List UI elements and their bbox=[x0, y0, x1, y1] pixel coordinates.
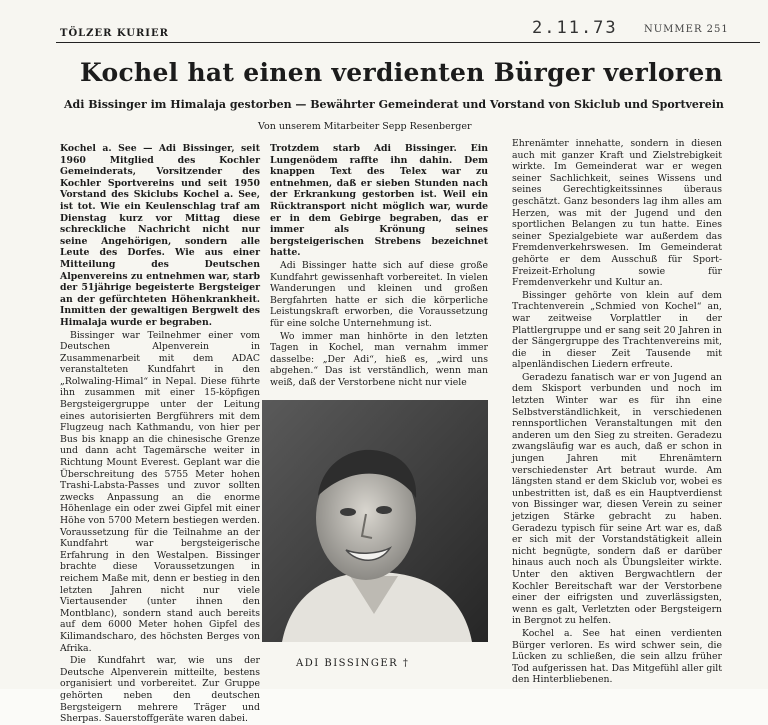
article-column-3 bbox=[512, 138, 722, 686]
article-paragraph: Bissinger war Teilnehmer einer vom Deutschen Alpenverein in Zusammenarbeit mit dem ADAC veranstalteten Kundfahrt in den „Rolwaling-Himal“ in Nepal. Diese führte ihn zusammen mit einer 15-köpfigen Bergsteigergruppe unter der Leitung eines autorisierten Bergführers mit dem Flugzeug nach Kathmandu, von hier per Bus bis knapp an die chinesische Grenze und dann acht Tagemärsche weiter in Richtung Mount Everest. Geplant war die Überschreitung des 5755 Meter hohen Trashi-Labsta-Passes und zuvor sollten zwecks Anpassung an die enorme Höhenlage ein oder zwei Gipfel mit einer Höhe von 5700 Metern bestiegen werden. Voraussetzung für die Teilnahme an der Kundfahrt war bergsteigerische Erfahrung in den Westalpen. Bissinger brachte diese Voraussetzungen in reichem Maße mit, denn er bestieg in den letzten Jahren nicht nur viele Viertausender (unter ihnen den Montblanc), sondern stand auch bereits auf dem 6000 Meter hohen Gipfel des Kilimandscharo, des höchsten Berges von Afrika. bbox=[60, 329, 260, 654]
handwritten-date: 2.11.73 bbox=[532, 18, 618, 38]
article-paragraph: Wo immer man hinhörte in den letzten Tagen in Kochel, man vernahm immer dasselbe: „Der Adi“, hieß es, „wird uns abgehen.“ Das ist verständlich, wenn man weiß, daß der Verstorbene nicht nur viele bbox=[270, 330, 488, 388]
article-paragraph: Bissinger gehörte von klein auf dem Trachtenverein „Schmied von Kochel“ an, war zeitweise Vorplattler in der Plattlergruppe und er sang seit 20 Jahren in der Sängergruppe des Trachtenvereins mit, die in dieser Zeit Tausende mit alpenländischen Liedern erfreute. bbox=[512, 289, 722, 371]
article-column-1 bbox=[60, 143, 260, 725]
header-rule bbox=[56, 42, 760, 43]
subheadline: Adi Bissinger im Himalaja gestorben — Bewährter Gemeinderat und Vorstand von Skiclub und Sportverein bbox=[64, 98, 724, 111]
lead-paragraph: Kochel a. See — Adi Bissinger, seit 1960 Mitglied des Kochler Gemeinderats, Vorsitzender des Kochler Sportvereins und seit 1950 Vorstand des Skiclubs Kochel a. See, ist tot. Wie ein Keulenschlag traf am Dienstag kurz vor Mittag diese schreckliche Nachricht nicht nur seine Angehörigen, sondern alle Leute des Dorfes. Wie aus einer Mitteilung des Deutschen Alpenvereins zu entnehmen war, starb der 51jährige begeisterte Bergsteiger an der gefürchteten Höhenkrankheit. Inmitten der gewaltigen Bergwelt des Himalaja wurde er begraben. bbox=[60, 143, 260, 328]
article-paragraph: Adi Bissinger hatte sich auf diese große Kundfahrt gewissenhaft vorbereitet. In vielen Wanderungen und kleinen und großen Bergfahrten hatte er sich die körperliche Leistungskraft erworben, die Voraussetzung für eine solche Unternehmung ist. bbox=[270, 259, 488, 329]
portrait-illustration bbox=[262, 400, 488, 642]
headline: Kochel hat einen verdienten Bürger verloren bbox=[80, 58, 724, 87]
portrait-photo bbox=[262, 400, 488, 642]
article-paragraph: Ehrenämter innehatte, sondern in diesen auch mit ganzer Kraft und Zielstrebigkeit wirkte. Im Gemeinderat war er wegen seiner Sachlichkeit, seines Wissens und seines Gerechtigkeitssinnes überaus geschätzt. Ganz besonders lag ihm alles am Herzen, was mit der Jugend und den sportlichen Belangen zu tun hatte. Eines seiner Spezialgebiete war außerdem das Fremdenverkehrswesen. Im Gemeinderat gehörte er dem Ausschuß für Sport-Freizeit-Erholung sowie für Fremdenverkehr und Kultur an. bbox=[512, 138, 722, 289]
issue-number: NUMMER 251 bbox=[644, 24, 729, 35]
photo-caption: ADI BISSINGER † bbox=[296, 658, 410, 669]
article-paragraph: Geradezu fanatisch war er von Jugend an dem Skisport verbunden und noch im letzten Winter war es für ihn eine Selbstverständlichkeit, in verschiedenen rennsportlichen Veranstaltungen mit den anderen um den Sieg zu streiten. Geradezu zwangsläufig war es auch, daß er schon in jungen Jahren mit Ehrenämtern verschiedenster Art betraut wurde. Am längsten stand er dem Skiclub vor, wobei es unbestritten ist, daß es ein Hauptverdienst von Bissinger war, diesen Verein zu seiner jetzigen Stärke gebracht zu haben. Geradezu typisch für seine Art war es, daß er sich mit der Vorstandstätigkeit allein nicht begnügte, sondern daß er darüber hinaus auch noch als Übungsleiter wirkte. Unter den aktiven Bergwachtlern der Kochler Bereitschaft war der Verstorbene einer der eifrigsten und zuverlässigsten, wenn es galt, Verletzten oder Bergsteigern in Bergnot zu helfen. bbox=[512, 371, 722, 627]
article-paragraph: Trotzdem starb Adi Bissinger. Ein Lungenödem raffte ihn dahin. Dem knappen Text des Telex war zu entnehmen, daß er sieben Stunden nach der Erkrankung gestorben ist. Weil ein Rücktransport nicht möglich war, wurde er in dem Gebirge begraben, das er immer als Krönung seines bergsteigerischen Strebens bezeichnet hatte. bbox=[270, 143, 488, 259]
article-paragraph: Kochel a. See hat einen verdienten Bürger verloren. Es wird schwer sein, die Lücken zu schließen, die sein allzu früher Tod aufgerissen hat. Das Mitgefühl aller gilt den Hinterbliebenen. bbox=[512, 627, 722, 686]
masthead: TÖLZER KURIER bbox=[60, 28, 169, 39]
article-paragraph: Die Kundfahrt war, wie uns der Deutsche Alpenverein mitteilte, bestens organisiert und vorbereitet. Zur Gruppe gehörten neben den deutschen Bergsteigern mehrere Träger und Sherpas. Sauerstoffgeräte waren dabei. bbox=[60, 655, 260, 725]
article-column-2 bbox=[270, 143, 488, 395]
byline: Von unserem Mitarbeiter Sepp Resenberger bbox=[258, 121, 472, 132]
